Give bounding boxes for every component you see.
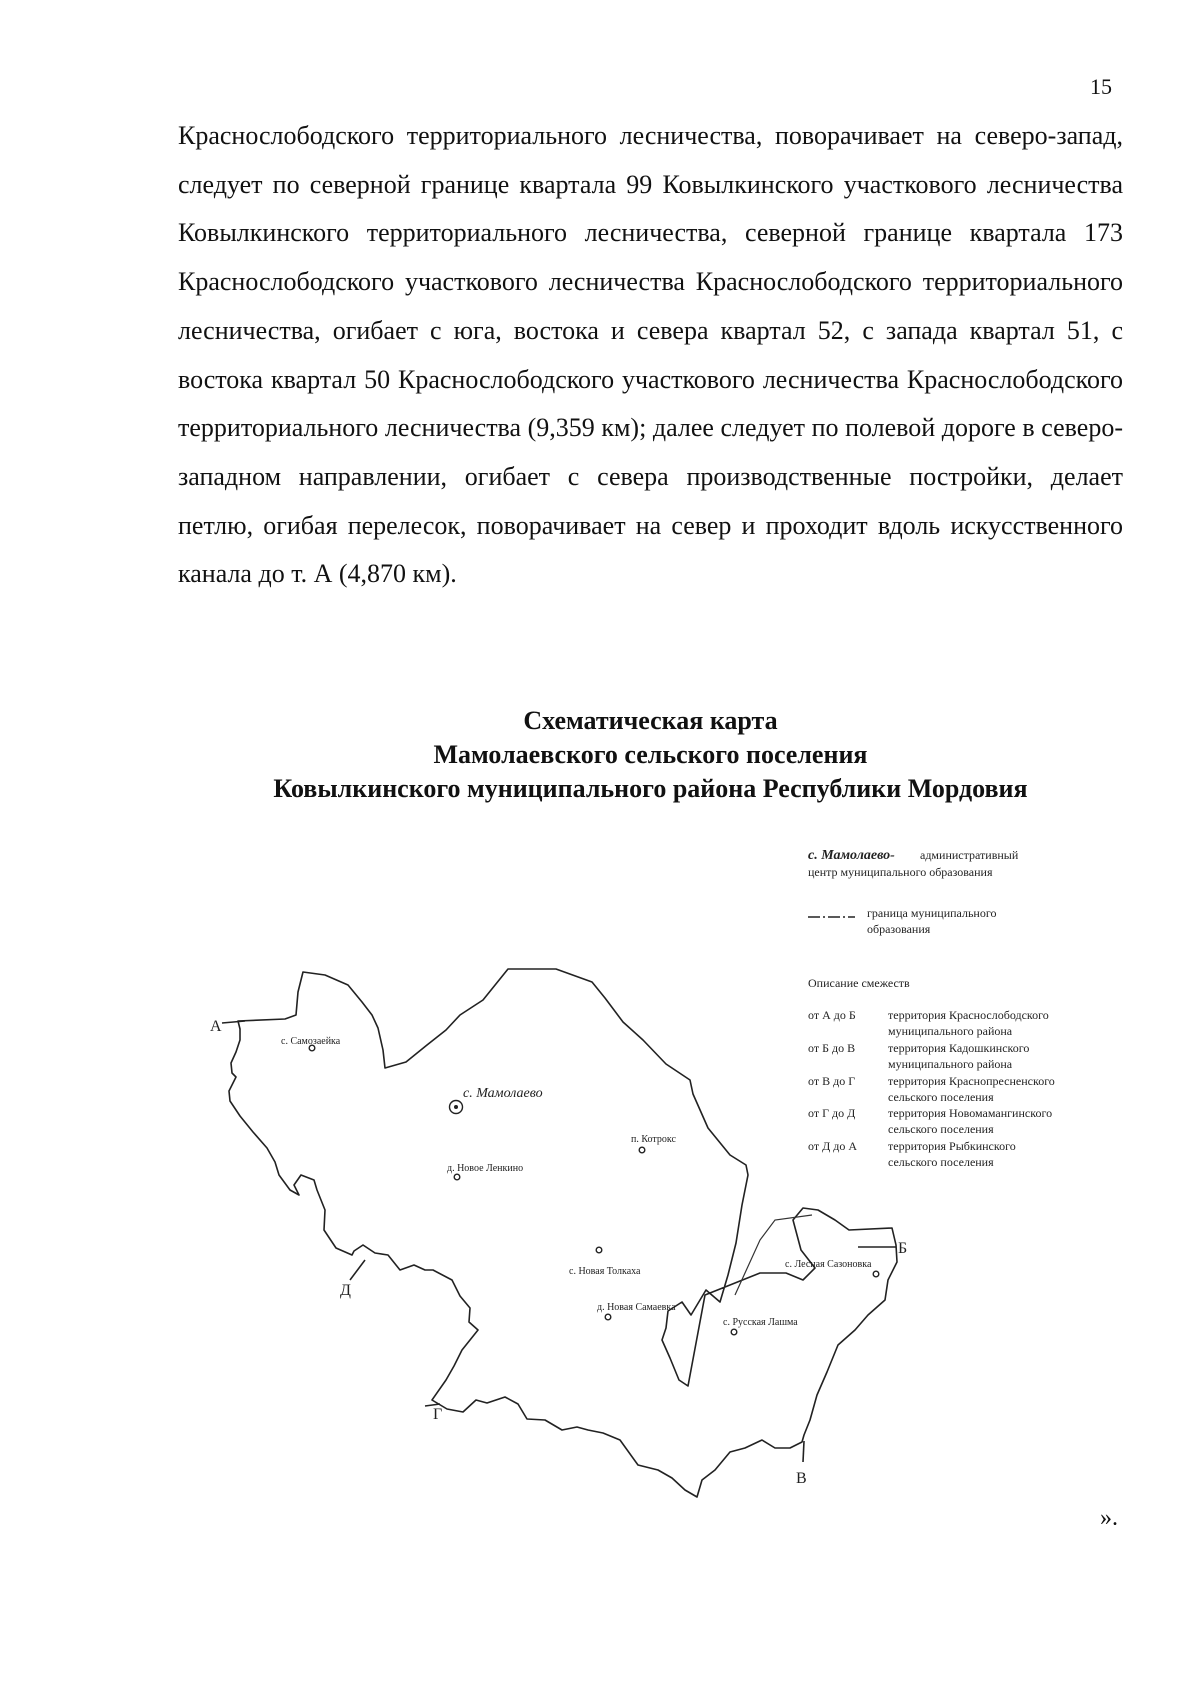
point-label-a: А: [210, 1018, 222, 1035]
legend-boundary-desc: образования: [867, 922, 931, 936]
settlement-marker: [596, 1247, 602, 1253]
legend-adjacency-desc: территория Краснослободского: [888, 1008, 1049, 1022]
legend-adjacency-desc: сельского поселения: [888, 1122, 994, 1136]
legend-adjacency-range: от Б до В: [808, 1041, 856, 1055]
legend-adjacency-desc: муниципального района: [888, 1024, 1013, 1038]
settlement-label: с. Русская Лашма: [723, 1317, 798, 1328]
body-paragraph: Краснослободского территориального лесничества, поворачивает на северо-запад, следует по северной границе квартала 99 Ковылкинского участкового лесничества Ковылкинского территориального лесничества, северной границе квартала 173 Краснослободского участкового лесничества Краснослободского территориального лесничества, огибает с юга, востока и севера квартал 52, с запада квартал 51, с востока квартал 50 Краснослободского участкового лесничества Краснослободского территориального лесничества (9,359 км); далее следует по полевой дороге в северо-западном направлении, огибает с севера производственные постройки, делает петлю, огибая перелесок, поворачивает на север и проходит вдоль искусственного канала до т. А (4,870 км).: [178, 121, 1123, 589]
legend-adjacency-desc: территория Новомамангинского: [888, 1106, 1053, 1120]
legend-admin-center-name: с. Мамолаево-: [808, 848, 895, 863]
page-number: 15: [1090, 74, 1112, 99]
legend-adjacency-range: от А до Б: [808, 1008, 856, 1022]
admin-center-dot: [454, 1105, 458, 1109]
legend-boundary-desc: граница муниципального: [867, 906, 997, 920]
legend-adjacency-range: от Г до Д: [808, 1106, 856, 1120]
legend-adjacency-range: от Д до А: [808, 1139, 858, 1153]
point-label-d: Д: [340, 1282, 351, 1299]
settlement-label: с. Лесная Сазоновка: [785, 1259, 872, 1270]
legend-adjacency-range: от В до Г: [808, 1074, 856, 1088]
map-title-line-1: Схематическая карта: [523, 706, 778, 735]
settlement-marker: [731, 1329, 737, 1335]
legend-adjacency-desc: территория Краснопресненского: [888, 1074, 1055, 1088]
settlement-label: д. Новое Ленкино: [447, 1163, 524, 1174]
point-label-v: В: [796, 1470, 807, 1487]
legend-adjacency-desc: муниципального района: [888, 1057, 1013, 1071]
map-title-line-3: Ковылкинского муниципального района Республики Мордовия: [273, 774, 1028, 803]
settlement-label: с. Новая Толкаха: [569, 1266, 641, 1277]
settlement-label: п. Котрокс: [631, 1134, 676, 1145]
settlement-label: д. Новая Самаевка: [597, 1302, 676, 1313]
settlement-marker: [605, 1314, 611, 1320]
closing-quote: ».: [1100, 1505, 1118, 1531]
legend-adjacency-desc: сельского поселения: [888, 1155, 994, 1169]
settlement-marker: [873, 1271, 879, 1277]
map-title-line-2: Мамолаевского сельского поселения: [433, 740, 868, 769]
settlement-label: с. Самозаейка: [281, 1036, 341, 1047]
settlement-boundary: [229, 969, 897, 1497]
point-label-g: Г: [433, 1406, 443, 1423]
internal-road: [735, 1215, 812, 1295]
legend-adjacency-desc: территория Рыбкинского: [888, 1139, 1016, 1153]
legend-adjacency-title: Описание смежеств: [808, 976, 910, 990]
legend-admin-center-desc: административный: [920, 848, 1019, 862]
settlement-marker: [639, 1147, 645, 1153]
settlement-marker: [454, 1174, 460, 1180]
legend-admin-center-desc: центр муниципального образования: [808, 865, 993, 879]
admin-center-label: с. Мамолаево: [463, 1086, 543, 1101]
point-label-b: Б: [898, 1240, 908, 1257]
legend-adjacency-desc: сельского поселения: [888, 1090, 994, 1104]
legend-adjacency-desc: территория Кадошкинского: [888, 1041, 1030, 1055]
